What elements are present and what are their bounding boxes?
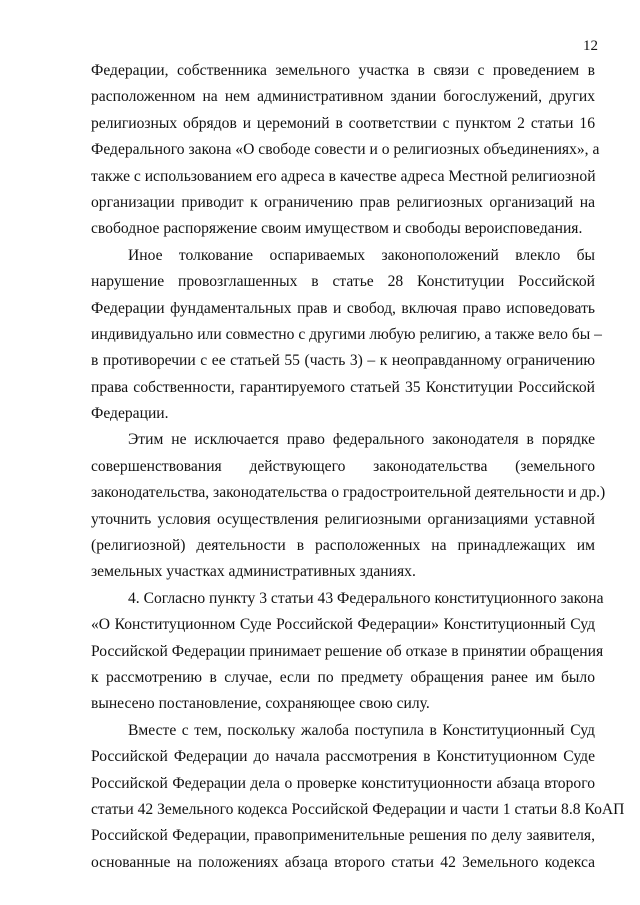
paragraph-first-line: Этим не исключается право федерального законодателя в порядке [128, 431, 595, 449]
text-line: Российской Федерации принимает решение об отказе в принятии обращения [91, 642, 604, 660]
text-line: нарушение провозглашенных в статье 28 Конституции Российской [91, 273, 595, 291]
text-line: «О Конституционном Суде Российской Федерации» Конституционный Суд [91, 616, 595, 634]
paragraph-first-line: Иное толкование оспариваемых законоположений влекло бы [128, 246, 595, 264]
text-line: к рассмотрению в случае, если по предмету обращения ранее им было [91, 668, 595, 686]
text-line: вынесено постановление, сохраняющее свою силу. [91, 695, 430, 713]
text-line: Федерации фундаментальных прав и свобод, включая право исповедовать [91, 299, 595, 317]
text-line: религиозных обрядов и церемоний в соответствии с пунктом 2 статьи 16 [91, 114, 595, 132]
text-line: совершенствования действующего законодательства (земельного [91, 457, 595, 475]
text-line: права собственности, гарантируемого статьей 35 Конституции Российской [91, 378, 595, 396]
text-line: организации приводит к ограничению прав религиозных организаций на [91, 193, 595, 211]
text-line: Российской Федерации до начала рассмотрения в Конституционном Суде [91, 748, 595, 766]
paragraph-first-line: Вместе с тем, поскольку жалоба поступила в Конституционный Суд [128, 721, 595, 739]
text-line: Федерации, собственника земельного участка в связи с проведением в [91, 62, 595, 79]
text-line: (религиозной) деятельности в расположенных на принадлежащих им [91, 537, 595, 555]
text-line: уточнить условия осуществления религиозными организациями уставной [91, 510, 595, 528]
text-line: основанные на положениях абзаца второго статьи 42 Земельного кодекса [91, 853, 595, 871]
page-number: 12 [583, 38, 598, 54]
text-line: Федерации. [91, 405, 169, 423]
text-line: также с использованием его адреса в качестве адреса Местной религиозной [91, 167, 596, 185]
text-line: Российской Федерации дела о проверке конституционности абзаца второго [91, 774, 595, 792]
text-line: законодательства, законодательства о градостроительной деятельности и др.) [91, 484, 606, 502]
text-line: земельных участках административных зданиях. [91, 563, 416, 581]
text-line: свободное распоряжение своим имуществом и свободы вероисповедания. [91, 220, 583, 238]
paragraph-first-line: 4. Согласно пункту 3 статьи 43 Федерального конституционного закона [128, 589, 604, 607]
text-line: расположенном на нем административном здании богослужений, других [91, 88, 595, 106]
text-line: Федерального закона «О свободе совести и о религиозных объединениях», а [91, 141, 600, 159]
document-body [91, 58, 625, 876]
text-line: индивидуально или совместно с другими любую религию, а также вело бы – [91, 325, 602, 343]
text-line: в противоречии с ее статьей 55 (часть 3) – к неоправданному ограничению [91, 352, 595, 370]
text-line: Российской Федерации, правоприменительные решения по делу заявителя, [91, 827, 595, 845]
text-line: статьи 42 Земельного кодекса Российской Федерации и части 1 статьи 8.8 КоАП [91, 800, 625, 818]
